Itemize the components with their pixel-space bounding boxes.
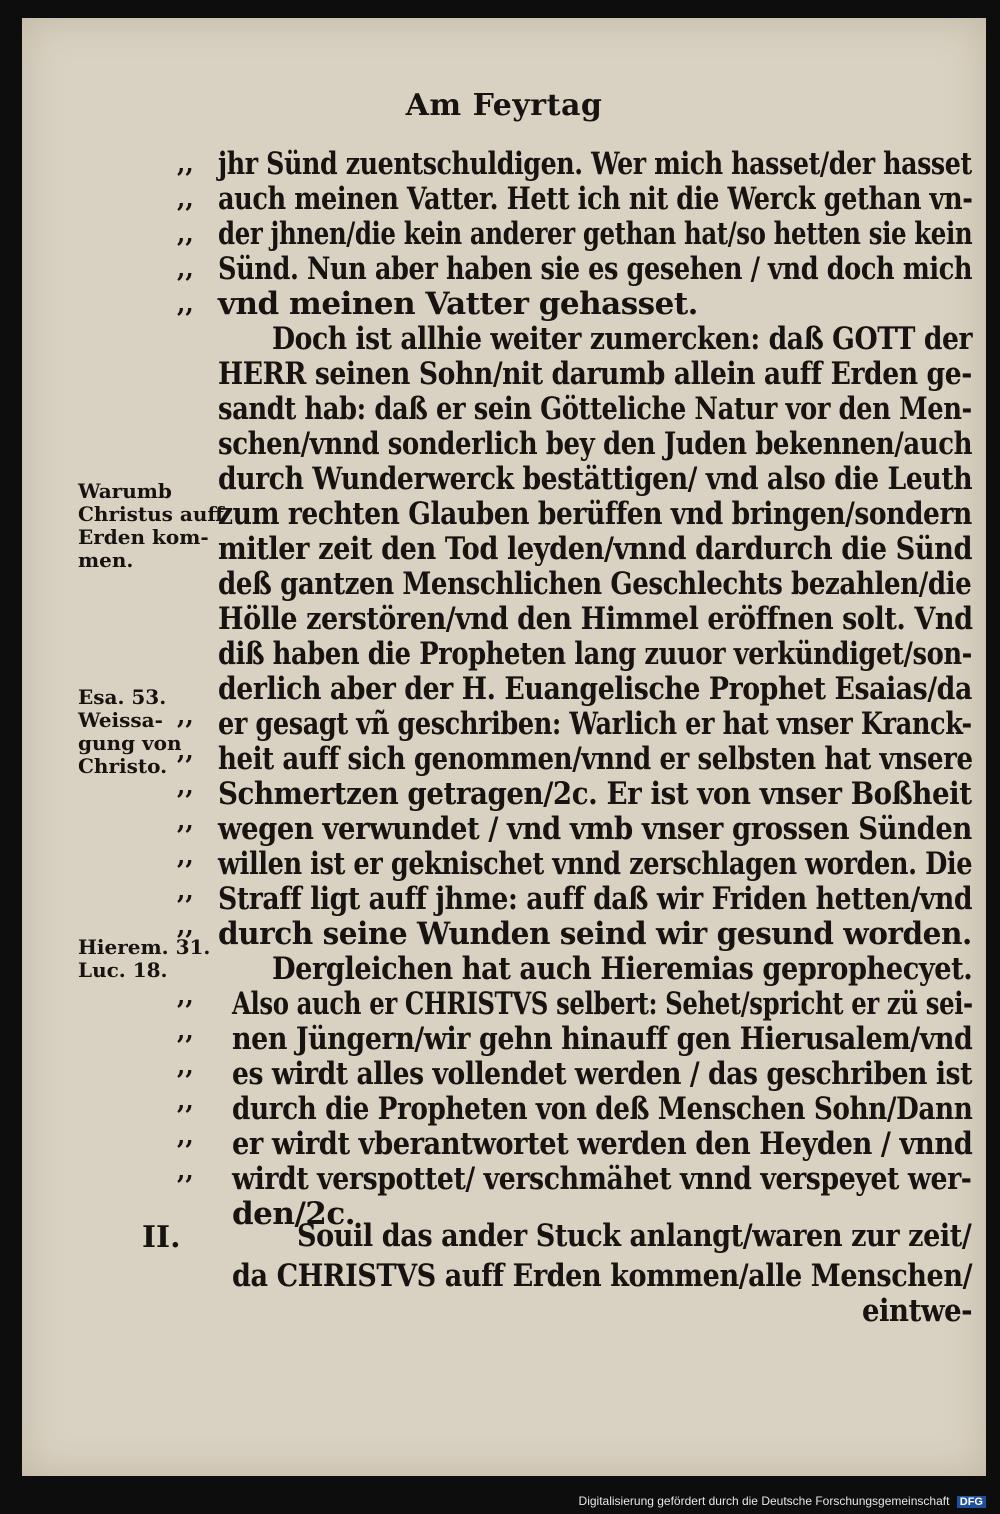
text-line: derlich aber der H. Euangelische Prophet Esaias/da	[218, 671, 972, 707]
quote-mark: ,,	[177, 254, 194, 283]
margin-note-line: men.	[78, 548, 134, 572]
text-line: wirdt verspottet/ verschmähet vnnd verspeyet wer-	[232, 1161, 972, 1197]
margin-note-line: Christus auff	[78, 502, 224, 526]
quote-mark: ,,	[177, 911, 194, 940]
margin-note-line: Esa. 53.	[78, 685, 167, 709]
text-line: Schmertzen getragen/2c. Er ist von vnser Boßheit	[218, 776, 972, 812]
margin-note-line: gung von	[78, 731, 182, 755]
quote-mark: ,,	[177, 219, 194, 248]
section-number: II.	[142, 1220, 181, 1255]
text-line: er gesagt vñ geschriben: Warlich er hat vnser Kranck-	[218, 706, 972, 742]
quote-mark: ,,	[177, 184, 194, 213]
margin-note	[78, 480, 224, 572]
text-line: mitler zeit den Tod leyden/vnnd dardurch die Sünd	[218, 531, 973, 567]
quote-mark: ,,	[177, 981, 194, 1010]
quote-mark: ,,	[177, 876, 194, 905]
text-line: sandt hab: daß er sein Götteliche Natur vor den Men-	[218, 391, 972, 427]
quote-mark: ,,	[177, 1156, 194, 1185]
text-line: er wirdt vberantwortet werden den Heyden / vnnd	[232, 1126, 973, 1162]
margin-note-line: Warumb	[78, 479, 172, 503]
text-line: der jhnen/die kein anderer gethan hat/so hetten sie kein	[218, 216, 973, 252]
catchword: eintwe-	[862, 1293, 973, 1329]
text-line: durch die Propheten von deß Menschen Sohn/Dann	[232, 1091, 973, 1127]
margin-note-line: Hierem. 31.	[78, 935, 211, 959]
quote-mark: ,,	[177, 1016, 194, 1045]
text-line: Doch ist allhie weiter zumercken: daß GOTT der	[272, 321, 973, 357]
text-line: jhr Sünd zuentschuldigen. Wer mich hasset/der hasset	[218, 146, 972, 182]
page-header: Am Feyrtag	[405, 88, 603, 123]
quote-mark: ,,	[177, 701, 194, 730]
margin-note-line: Weissa-	[78, 708, 163, 732]
quote-mark: ,,	[177, 289, 194, 318]
text-line: wegen verwundet / vnd vmb vnser grossen Sünden	[218, 811, 972, 847]
text-line: deß gantzen Menschlichen Geschlechts bezahlen/die	[218, 566, 972, 602]
quote-mark: ,,	[177, 806, 194, 835]
text-line: Straff ligt auff jhme: auff daß wir Friden hetten/vnd	[218, 881, 973, 917]
dfg-logo: DFG	[957, 1496, 986, 1508]
margin-note-line: Luc. 18.	[78, 958, 168, 982]
text-line: nen Jüngern/wir gehn hinauff gen Hierusalem/vnd	[232, 1021, 973, 1057]
text-line: willen ist er geknischet vnnd zerschlagen worden. Die	[218, 846, 973, 882]
margin-note-line: Erden kom-	[78, 525, 209, 549]
quote-mark: ,,	[177, 771, 194, 800]
footer-text: Digitalisierung gefördert durch die Deutsche Forschungsgemeinschaft	[578, 1494, 950, 1508]
text-line: diß haben die Propheten lang zuuor verkündiget/son-	[218, 636, 972, 672]
text-line: es wirdt alles vollendet werden / das geschriben ist	[232, 1056, 972, 1092]
footer	[0, 1494, 986, 1508]
quote-mark: ,,	[177, 1051, 194, 1080]
book-page	[22, 18, 986, 1476]
text-line: den/2c.	[232, 1196, 355, 1232]
quote-mark: ,,	[177, 1121, 194, 1150]
text-line: zum rechten Glauben berüffen vnd bringen/sondern	[218, 496, 972, 532]
margin-note-line: Christo.	[78, 754, 168, 778]
quote-mark: ,,	[177, 736, 194, 765]
text-line: Hölle zerstören/vnd den Himmel eröffnen solt. Vnd	[218, 601, 973, 637]
text-line: durch Wunderwerck bestättigen/ vnd also die Leuth	[218, 461, 973, 497]
quote-mark: ,,	[177, 1086, 194, 1115]
text-line: Also auch er CHRISTVS selbert: Sehet/spricht er zü sei-	[232, 986, 973, 1022]
text-line: auch meinen Vatter. Hett ich nit die Werck gethan vn-	[218, 181, 973, 217]
text-line: durch seine Wunden seind wir gesund worden.	[218, 916, 972, 952]
text-line: Sünd. Nun aber haben sie es gesehen / vnd doch mich	[218, 251, 973, 287]
text-line: da CHRISTVS auff Erden kommen/alle Menschen/	[232, 1258, 973, 1294]
text-line: schen/vnnd sonderlich bey den Juden bekennen/auch	[218, 426, 973, 462]
text-line: vnd meinen Vatter gehasset.	[218, 286, 698, 322]
text-line: HERR seinen Sohn/nit darumb allein auff Erden ge-	[218, 356, 972, 392]
text-line: Dergleichen hat auch Hieremias geprophecyet.	[272, 951, 973, 987]
quote-mark: ,,	[177, 841, 194, 870]
margin-note	[78, 936, 210, 982]
text-line: Souil das ander Stuck anlangt/waren zur zeit/	[297, 1218, 972, 1254]
margin-note	[78, 686, 182, 778]
quote-mark: ,,	[177, 149, 194, 178]
text-line: heit auff sich genommen/vnnd er selbsten hat vnsere	[218, 741, 973, 777]
